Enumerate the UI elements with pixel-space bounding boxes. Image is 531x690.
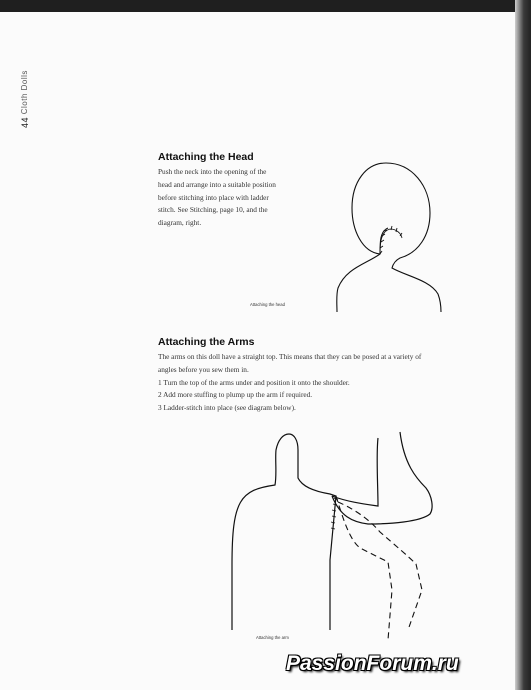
watermark: PassionForum.ru [286,652,459,675]
head-body-line: diagram, right. [158,218,202,228]
head-diagram-caption: Attaching the head [250,302,285,307]
scan-right-edge [515,0,531,690]
arm-attachment-diagram [220,430,460,670]
neck-outline [337,228,388,312]
head-body-line: Push the neck into the opening of the [158,167,267,176]
arm-raised-outline [332,432,432,524]
head-attachment-diagram [300,150,460,320]
arms-body-line: The arms on this doll have a straight top. This means that they can be posed at a variety of [158,352,422,361]
torso-outline [232,434,336,630]
ladder-stitch-head [380,226,402,254]
arms-body-line: angles before you sew them in. [158,364,249,374]
head-outline [352,163,441,312]
arms-body-line: 2 Add more stuffing to plump up the arm if required. [158,390,313,400]
head-body-line: before stitching into place with ladder [158,192,269,202]
arm-diagram-caption: Attaching the arm [256,635,289,640]
page-number: 44 [20,116,30,128]
arms-section-body [158,351,421,415]
running-head [20,70,34,128]
arms-section-title: Attaching the Arms [158,336,255,348]
arms-body-line: 1 Turn the top of the arms under and position it onto the shoulder. [158,377,350,387]
head-section-title: Attaching the Head [158,151,254,163]
head-body-line: stitch. See Stitching, page 10, and the [158,205,268,215]
scan-top-edge [0,0,531,12]
arms-body-line: 3 Ladder-stitch into place (see diagram below). [158,403,296,413]
head-body-line: head and arrange into a suitable position [158,179,276,189]
running-head-title: Cloth Dolls [20,70,29,115]
head-section-body [158,166,276,230]
